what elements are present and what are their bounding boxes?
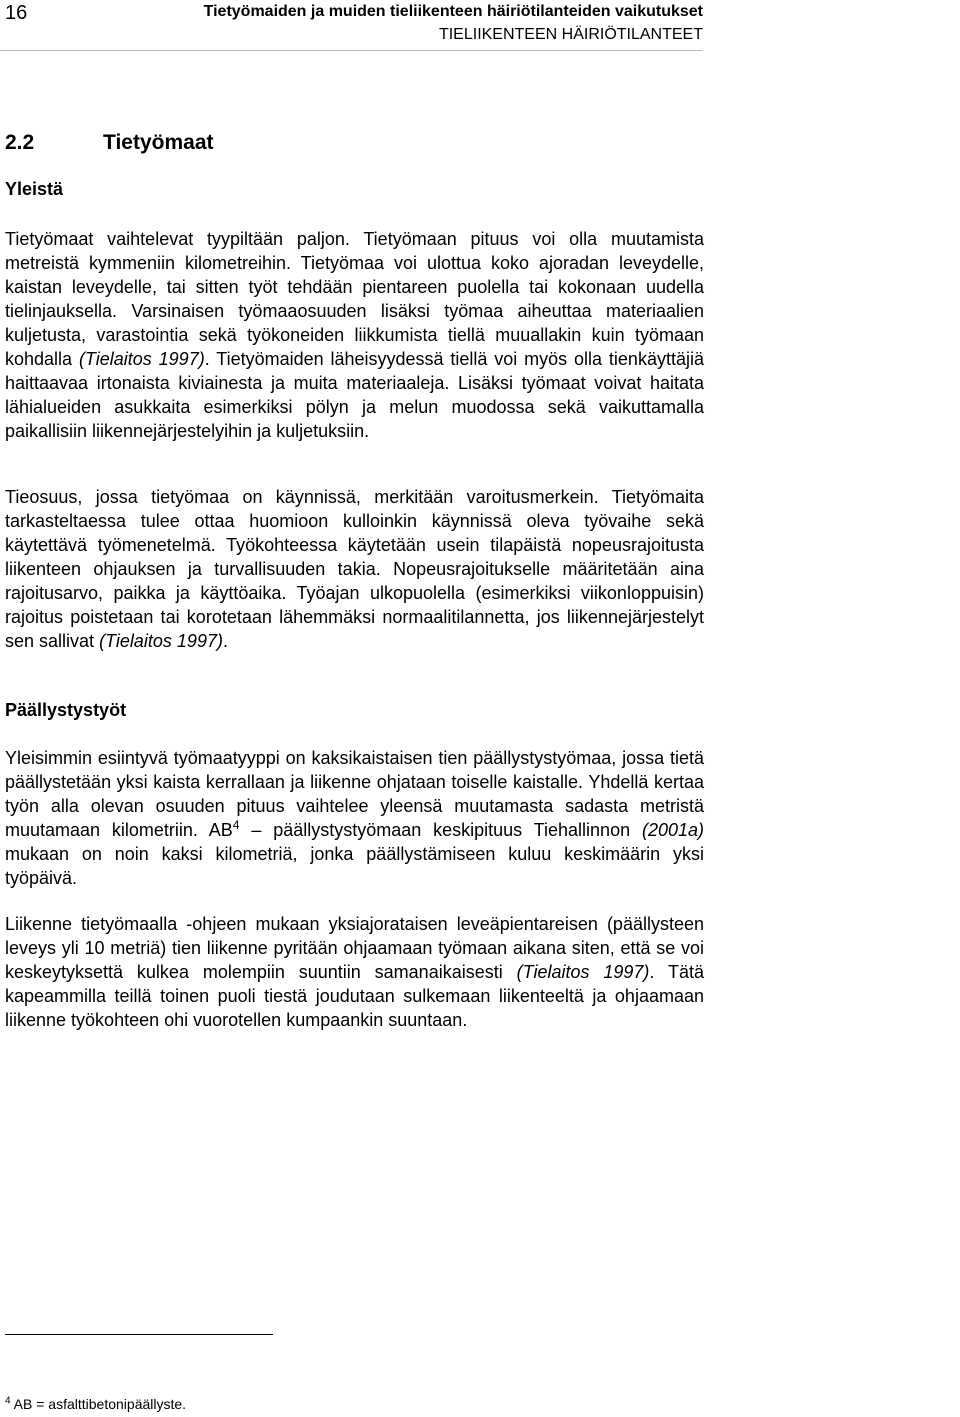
paragraph-general-1	[5, 227, 704, 443]
paragraph-text: Yleisimmin esiintyvä työmaatyyppi on kaksikaistaisen tien päällystystyömaa, jossa tietä päällystetään yksi kaista kerrallaan ja liikenne ohjataan toiselle kaistalle. Yhdellä kertaa työn alla olevan osuuden pituus vaihtelee yleensä muutamasta sadasta metristä muutamaan kilometriin. AB	[5, 748, 704, 840]
running-header-title: Tietyömaiden ja muiden tieliikenteen häiriötilanteiden vaikutukset	[203, 3, 703, 20]
subheading-paving: Päällystystyöt	[5, 700, 127, 720]
footnote-text: AB = asfalttibetonipäällyste.	[10, 1396, 187, 1412]
subheading-general: Yleistä	[5, 179, 64, 199]
paragraph-general-2	[5, 485, 704, 653]
section-title: Tietyömaat	[103, 131, 214, 154]
running-header-subtitle: TIELIIKENTEEN HÄIRIÖTILANTEET	[438, 26, 703, 43]
paragraph-paving-2	[5, 912, 704, 1032]
citation: (Tielaitos 1997)	[516, 962, 650, 982]
paragraph-text: – päällystystyömaan keskipituus Tiehallinnon	[239, 820, 631, 840]
footnote-rule	[5, 1334, 273, 1335]
paragraph-text: Tietyömaat vaihtelevat tyypiltään paljon. Tietyömaan pituus voi olla muutamista metreistä kymmeniin kilometreihin. Tietyömaa voi ulottua koko ajoradan leveydelle, kaistan leveydelle, tai sitten työt tehdään pientareen puolella tai kokonaan uudella tielinjauksella. Varsinaisen työmaaosuuden lisäksi työmaa aiheuttaa materiaalien kuljetusta, varastointia sekä työkoneiden liikkumista tiellä muuallakin kuin työmaan kohdalla	[5, 229, 704, 369]
section-number: 2.2	[5, 131, 35, 154]
footnote-marker: 4	[232, 818, 240, 832]
citation: (2001a)	[641, 820, 704, 840]
page-number: 16	[5, 2, 28, 24]
running-header	[204, 0, 703, 46]
paragraph-text: . Tietyömaiden läheisyydessä tiellä voi myös olla tienkäyttäjiä haittaavaa irtonaista kiviainesta ja muita materiaaleja. Lisäksi työmaat voivat haitata lähialueiden asukkaita esimerkiksi pölyn ja melun muodossa sekä vaikuttamalla paikallisiin liikennejärjestelyihin ja kuljetuksiin.	[5, 349, 704, 441]
paragraph-text: .	[222, 631, 228, 651]
footnote-number: 4	[5, 1395, 11, 1407]
paragraph-paving-1	[5, 746, 704, 890]
footnote	[5, 1394, 186, 1414]
citation: (Tielaitos 1997)	[99, 631, 223, 651]
paragraph-text: Liikenne tietyömaalla -ohjeen mukaan yksiajorataisen leveäpientareisen (päällysteen leveys yli 10 metriä) tien liikenne pyritään ohjaamaan työmaan aikana siten, että se voi keskeytyksettä kulkea molempiin suuntiin samanaikaisesti	[5, 914, 704, 982]
citation: (Tielaitos 1997)	[78, 349, 205, 369]
section-heading	[5, 128, 214, 158]
header-rule	[0, 50, 703, 51]
paragraph-text: . Tätä kapeammilla teillä toinen puoli tiestä joudutaan sulkemaan liikenteeltä ja ohjaamaan liikenne työkohteen ohi vuorotellen kumpaankin suuntaan.	[5, 962, 704, 1030]
paragraph-text: Tieosuus, jossa tietyömaa on käynnissä, merkitään varoitusmerkein. Tietyömaita tarkasteltaessa tulee ottaa huomioon kulloinkin käynnissä oleva työvaihe sekä käytettävä työmenetelmä. Työkohteessa käytetään usein tilapäistä nopeusrajoitusta liikenteen ohjauksen ja turvallisuuden takia. Nopeusrajoitukselle määritetään aina rajoitusarvo, paikka ja käyttöaika. Työajan ulkopuolella (esimerkiksi viikonloppuisin) rajoitus poistetaan tai korotetaan lähemmäksi normaalitilannetta, jos liikennejärjestelyt sen sallivat	[5, 487, 704, 651]
paragraph-text: mukaan on noin kaksi kilometriä, jonka päällystämiseen kuluu keskimäärin yksi työpäivä.	[5, 844, 704, 888]
